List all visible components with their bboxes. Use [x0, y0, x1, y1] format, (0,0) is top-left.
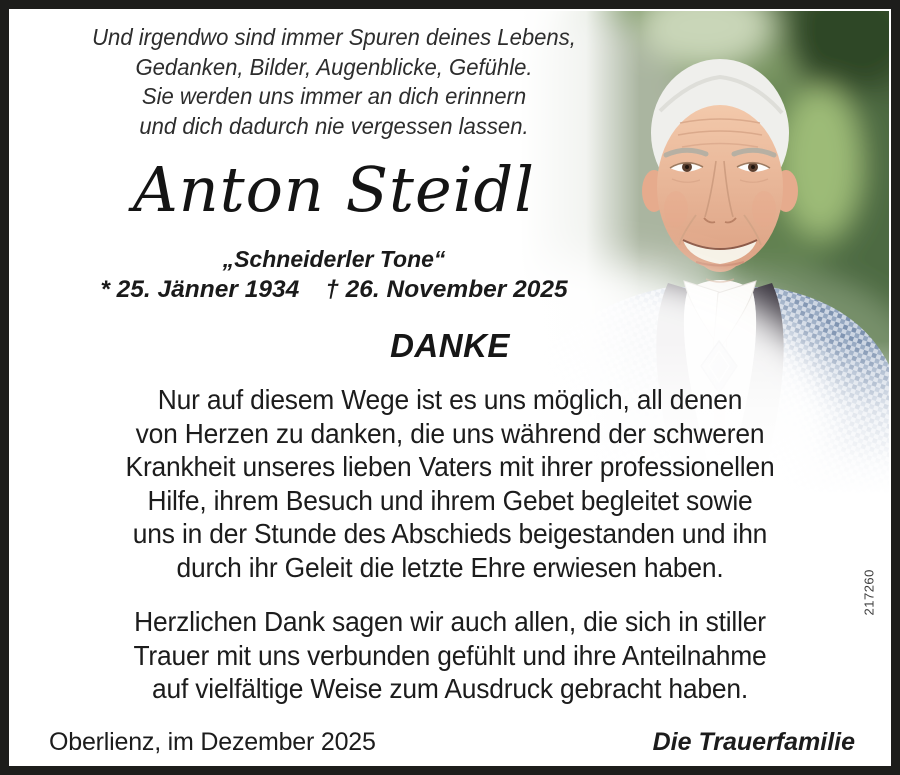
deceased-name: Anton Steidl	[132, 153, 535, 226]
thanks-line: Krankheit unseres lieben Vaters mit ihrer professionellen	[125, 451, 775, 482]
poem-line: Und irgendwo sind immer Spuren deines Lebens,	[92, 24, 576, 50]
birth-date: * 25. Jänner 1934	[100, 276, 300, 303]
thanks-paragraph-1	[27, 383, 874, 584]
death-date: † 26. November 2025	[325, 276, 568, 303]
poem-line: und dich dadurch nie vergessen lassen.	[139, 112, 529, 139]
cheek-left	[664, 191, 688, 227]
thanks-heading: DANKE	[390, 327, 510, 364]
deceased-nickname: „Schneiderler Tone“	[222, 246, 446, 272]
pupil-right	[751, 165, 755, 169]
cheek-right	[752, 191, 776, 227]
thanks-line: von Herzen zu danken, die uns während der schweren	[135, 417, 765, 449]
thanks-line: uns in der Stunde des Abschieds beigestanden und ihn	[132, 518, 768, 549]
thanks-line: durch ihr Geleit die letzte Ehre erwiesen haben.	[176, 551, 724, 583]
poem-line: Sie werden uns immer an dich erinnern	[141, 83, 527, 109]
thanks-line: auf vielfältige Weise zum Ausdruck gebracht haben.	[151, 673, 748, 704]
thanks-line: Hilfe, ihrem Besuch und ihrem Gebet begleitet sowie	[147, 484, 753, 516]
place-and-date: Oberlienz, im Dezember 2025	[49, 728, 376, 756]
thanks-line: Herzlichen Dank sagen wir auch allen, die sich in stiller	[134, 606, 766, 637]
signature-family: Die Trauerfamilie	[652, 728, 855, 756]
poem-line: Gedanken, Bilder, Augenblicke, Gefühle.	[135, 53, 533, 80]
pupil-left	[685, 165, 689, 169]
thanks-line: Trauer mit uns verbunden gefühlt und ihre Anteilnahme	[133, 639, 767, 671]
thanks-line: Nur auf diesem Wege ist es uns möglich, all denen	[157, 384, 743, 415]
notice-reference-number: 217260	[861, 569, 877, 616]
memorial-poem	[29, 23, 640, 141]
life-dates	[9, 276, 659, 304]
thanks-paragraph-2	[27, 605, 874, 706]
face	[657, 105, 783, 269]
